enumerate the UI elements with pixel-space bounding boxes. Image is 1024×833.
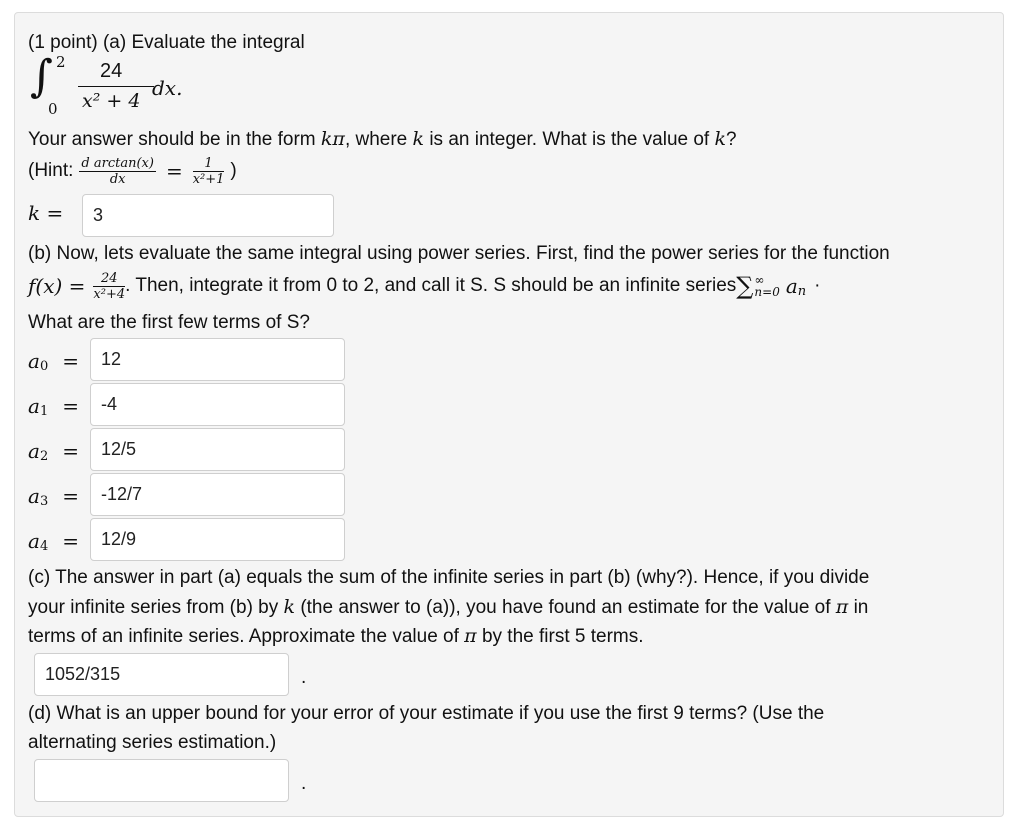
term-input-1[interactable]: -4 <box>90 383 345 426</box>
function-fraction: $\frac{24}{\text{x²+4}}$ <box>93 270 126 302</box>
hint-fraction-1: $\frac{\text{d arctan(x)}}{dx}$ <box>81 155 154 187</box>
part-c-line1: (c) The answer in part (a) equals the sum of the infinite series in part (b) (why?). Hence, if you divide <box>28 567 870 588</box>
answer-form-text: Your answer should be in the form kπ, where k is an integer. What is the value of k? <box>28 128 737 150</box>
part-c-line2: your infinite series from (b) by k (the answer to (a)), you have found an estimate for the value of π in <box>28 596 869 618</box>
term-input-4[interactable]: 12/9 <box>90 518 345 561</box>
term-label-0: a 0 = <box>28 349 79 374</box>
integral-dx: dx. <box>152 76 183 100</box>
error-bound-input[interactable] <box>34 759 289 802</box>
term-label-3: a 3 = <box>28 484 79 509</box>
part-d-line1: (d) What is an upper bound for your error of your estimate if you use the first 9 terms? (Use the <box>28 703 825 724</box>
part-b-line3: What are the first few terms of S? <box>28 312 310 333</box>
integral-sign: ∫ <box>30 51 53 102</box>
term-input-3[interactable]: -12/7 <box>90 473 345 516</box>
pi-estimate-input[interactable]: 1052/315 <box>34 653 289 696</box>
part-b-line2: f(x) = $\frac{24}{\text{x²+4}}$ . Then, integrate it from 0 to 2, and call it S. S should be an infinite series ∑ ∞ n=0 a n · <box>28 270 821 302</box>
sigma-symbol: ∑ <box>736 272 754 300</box>
term-label-1: a 1 = <box>28 394 79 419</box>
term-input-2[interactable]: 12/5 <box>90 428 345 471</box>
part-b-line1: (b) Now, lets evaluate the same integral using power series. First, find the power series for the function <box>28 243 890 264</box>
term-label-4: a 4 = <box>28 529 79 554</box>
part-d-line2: alternating series estimation.) <box>28 732 277 753</box>
part-c-period: . <box>301 667 307 688</box>
integral-fraction-bar <box>78 86 154 87</box>
k-answer-input[interactable]: 3 <box>82 194 334 237</box>
hint: (Hint: $\frac{\text{d arctan(x)}}{dx}$ = $\frac{1}{\text{x²+1}}$ ) <box>28 155 237 187</box>
term-label-2: a 2 = <box>28 439 79 464</box>
integral-upper-limit: 2 <box>56 53 66 71</box>
part-c-line3: terms of an infinite series. Approximate the value of π by the first 5 terms. <box>28 625 644 647</box>
part-d-period: . <box>301 773 307 794</box>
hint-fraction-2: $\frac{1}{\text{x²+1}}$ <box>192 155 225 187</box>
term-input-0[interactable]: 12 <box>90 338 345 381</box>
part-a-intro: (1 point) (a) Evaluate the integral <box>28 32 305 53</box>
integral-numerator: 24 <box>100 60 123 82</box>
integral-denominator: x² + 4 <box>82 90 141 112</box>
k-label: k = <box>28 201 64 225</box>
integral-lower-limit: 0 <box>48 100 58 118</box>
